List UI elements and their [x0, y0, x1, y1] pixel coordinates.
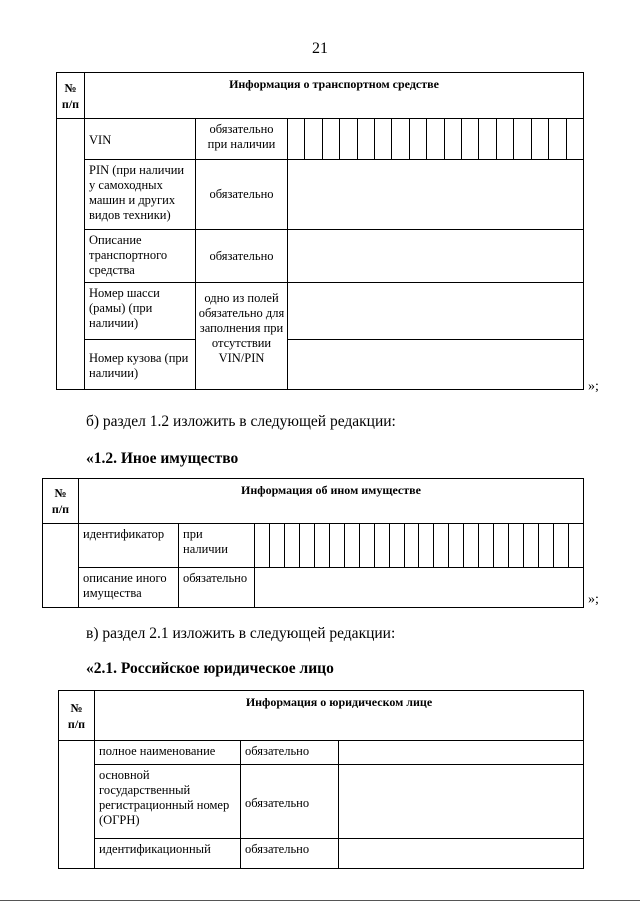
row-requirement: при наличии	[179, 524, 255, 568]
other-property-table	[42, 478, 584, 608]
paragraph-v: в) раздел 2.1 изложить в следующей редакции:	[86, 625, 396, 642]
page-number: 21	[312, 40, 328, 57]
row-label: PIN (при наличии у самоходных машин и других видов техники)	[85, 160, 196, 230]
legal-entity-table	[58, 690, 584, 869]
row-label: основной государственный регистрационный номер (ОГРН)	[95, 765, 241, 839]
column-number-header: № п/п	[57, 73, 85, 119]
merged-requirement: одно из полей обязательно для заполнения при отсутствии VIN/PIN	[196, 283, 288, 390]
value-cell	[339, 839, 584, 869]
value-cell	[288, 160, 584, 230]
row-label: идентификатор	[79, 524, 179, 568]
column-number-header: № п/п	[43, 479, 79, 524]
table-title: Информация о транспортном средстве	[85, 73, 584, 119]
row-requirement: обязательно при наличии	[196, 119, 288, 160]
row-label: Номер кузова (при наличии)	[85, 340, 196, 390]
value-cell	[339, 741, 584, 765]
value-cell	[339, 765, 584, 839]
closing-quote: »;	[588, 379, 599, 394]
identifier-character-cells	[255, 524, 584, 568]
row-requirement: обязательно	[241, 839, 339, 869]
row-label: идентификационный	[95, 839, 241, 869]
row-label: VIN	[85, 119, 196, 160]
column-number-header: № п/п	[59, 691, 95, 741]
row-requirement: обязательно	[241, 765, 339, 839]
row-requirement: обязательно	[196, 230, 288, 283]
value-cell	[255, 568, 584, 608]
vehicle-info-table	[56, 72, 584, 390]
vin-character-cells	[288, 119, 584, 160]
row-number-cell	[59, 741, 95, 869]
paragraph-b: б) раздел 1.2 изложить в следующей редакции:	[86, 413, 396, 430]
row-requirement: обязательно	[179, 568, 255, 608]
row-label: описание иного имущества	[79, 568, 179, 608]
row-number-cell	[57, 119, 85, 390]
table-title: Информация об ином имуществе	[79, 479, 584, 524]
row-requirement: обязательно	[196, 160, 288, 230]
section-heading-2-1: «2.1. Российское юридическое лицо	[86, 660, 334, 677]
value-cell	[288, 230, 584, 283]
row-number-cell	[43, 524, 79, 608]
row-label: Номер шасси (рамы) (при наличии)	[85, 283, 196, 340]
row-requirement: обязательно	[241, 741, 339, 765]
row-label: Описание транспортного средства	[85, 230, 196, 283]
row-label: полное наименование	[95, 741, 241, 765]
value-cell	[288, 340, 584, 390]
closing-quote: »;	[588, 592, 599, 607]
value-cell	[288, 283, 584, 340]
section-heading-1-2: «1.2. Иное имущество	[86, 450, 239, 467]
page-edge-line	[0, 900, 640, 901]
table-title: Информация о юридическом лице	[95, 691, 584, 741]
